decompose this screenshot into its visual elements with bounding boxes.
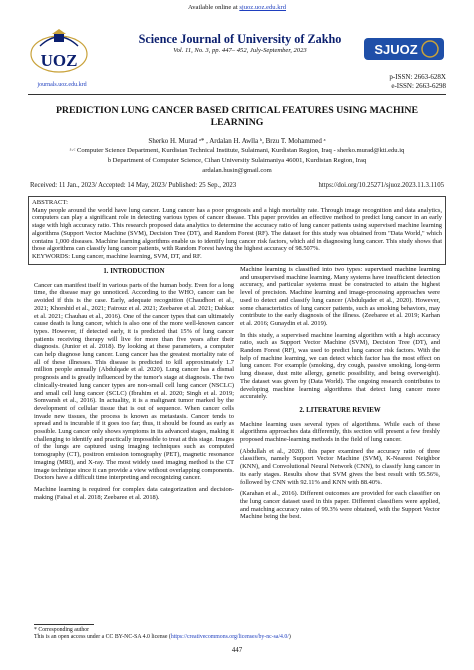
paper-title-line-1: PREDICTION LUNG CANCER BASED CRITICAL FEATURES USING MACHINE bbox=[55, 105, 419, 116]
paper-title-line-2: LEARNING bbox=[210, 116, 264, 128]
author-list: Sherko H. Murad ᵃ* , Ardalan H. Awlla ᵇ, Brzu T. Mohammed ᵃ bbox=[148, 137, 326, 145]
journal-site-link[interactable]: sjuoz.uoz.edu.krd bbox=[239, 4, 287, 11]
header-divider bbox=[28, 94, 446, 95]
right-paragraph-1: Machine learning is classified into two types: supervised machine learning and unsupervised machine learning. Many systems have insufficient detection accuracy, and particular systems must be constructed to attain the highest level of precision. Machine learning and image-processing approaches were used to detect and classify lung cancer (Abdulqader et al., 2020). However, some characteristics of lung cancer patients, such as smoking behaviors, may contribute to the early diagnosis of the illness. (Zeebaree et al. 2019; Karhan et al. 2016; Gunaydin et al. 2019). bbox=[240, 266, 440, 327]
left-column bbox=[34, 268, 234, 505]
abstract-text: Many people around the world have lung cancer. Lung cancer has a poor prognosis and a high mortality rate. Through image recognition and data analytics, computers can play a significant role in detecting various types of cancer disease. This paper provides an effective method to predict lung cancer in an early stage with high accuracy ratio. This research proposed data analytics to determine the accuracy ratio of lung cancer patients using supervised machine learning algorithms (Support Vector Machine (SVM), Decision Tree (DT), and Random Forest (RF). The dataset for this study was obtained from "Data World," which contains 1,000 diseases. Machine learning algorithms enable us to identify lung cancer risk factors, which aid in diagnosing lung cancer. This study shows that those algorithms can classify lung cancer patients, with Random Forest having the highest accuracy of 98.507%. bbox=[32, 206, 442, 253]
introduction-paragraph-2: Machine learning is required for complex data categorization and decision-making (Faisal et al. 2018; Zeebaree et al. 2018). bbox=[34, 485, 234, 501]
journal-name: Science Journal of University of Zakho bbox=[138, 32, 342, 46]
sjuoz-logo bbox=[362, 34, 446, 64]
right-paragraph-2: In this study, a supervised machine learning algorithm with a high accuracy ratio, such as Support Vector Machine (SVM), Decision Tree (DT), and Random Forest (RF), was used to predict lung cancer risk factors. With the help of machine learning, we can detect which factor has the most effect on lung cancer. For example (smoking, dry cough, passive smoking, long-term lung disease, dust mite allergy, genetic possibility, and being overweight). The dataset was given by (Data World). The ongoing research contributes to developing machine learning algorithms that detect lung cancer more accurately. bbox=[240, 331, 440, 401]
dates-text: Received: 11 Jan., 2023/ Accepted: 14 May, 2023/ Published: 25 Sep., 2023 bbox=[30, 182, 237, 189]
introduction-heading: 1. INTRODUCTION bbox=[103, 268, 165, 275]
journal-volume-info: Vol. 11, No. 3, pp. 447– 452, July-September, 2023 bbox=[173, 47, 307, 54]
license-link[interactable]: https://creativecommons.org/licenses/by-nc-sa/4.0/ bbox=[170, 634, 289, 640]
availability-prefix: Available online at bbox=[187, 4, 240, 11]
electronic-issn: e-ISSN: 2663-6298 bbox=[391, 82, 446, 90]
literature-review-heading: 2. LITERATURE REVIEW bbox=[299, 406, 381, 414]
doi-link[interactable]: https://doi.org/10.25271/sjuoz.2023.11.3.1105 bbox=[318, 182, 444, 189]
literature-paragraph-2: (Abdullah et al., 2020). this paper examined the accuracy ratio of three classifiers, namely Support Vector Machine (SVM), K-Nearest Neighbor (KNN), and Convolutional Neural Network (CNN), to classify lung cancer in its early stages. Results show that SVM gives the best result with 95.56%, followed by CNN with 92.11% and KNN with 88.40%. bbox=[240, 447, 440, 486]
affiliation-b: b Department of Computer Science, Cihan University Sulaimaniya 46001, Kurdistan Region, Iraq bbox=[107, 157, 367, 164]
sjuoz-logo-text: SJUOZ bbox=[374, 42, 418, 57]
affiliation-email[interactable]: ardalan.husin@gmail.com bbox=[202, 167, 272, 174]
abstract-heading: ABSTRACT: bbox=[32, 199, 68, 206]
affiliation-a: ᵃ·ᶜ Computer Science Department, Kurdistan Technical Institute, Sulaimani, Kurdistan Region, Iraq - sherko.murad@kti.edu.iq bbox=[69, 147, 405, 154]
publication-dates bbox=[30, 182, 444, 189]
literature-paragraph-3: (Karahan et al., 2016). Different outcomes are provided for each classifier on the lung cancer dataset used in this paper. Different classifiers were applied, and matching accuracy rates of 99.3% were obtained, with the Support Vector Machine being the best. bbox=[240, 490, 440, 521]
abstract-box bbox=[28, 196, 446, 265]
footnote-divider bbox=[34, 624, 94, 625]
paper-title bbox=[30, 105, 444, 128]
keywords: KEYWORDS: Lung cancer, machine learning, SVM, DT, and RF. bbox=[32, 252, 202, 260]
page-number: 447 bbox=[231, 646, 243, 654]
uoz-journals-url[interactable]: journals.uoz.edu.krd bbox=[37, 82, 87, 88]
uoz-logo-text: UOZ bbox=[40, 51, 78, 70]
license-suffix: ) bbox=[288, 634, 291, 640]
license-prefix: This is an open access under a CC BY-NC-SA 4.0 license ( bbox=[34, 634, 171, 640]
introduction-paragraph-1: Cancer can manifest itself in various parts of the human body. Even for a long time, the disease may go unnoticed. According to the WHO, cancer can be avoided if this is the case. Early, adequate recognition (Chaudhori et al., 2021; Khorshid et al., 2021; Fairouz et al. 2021; Zeebaree et al. 2021; Dabkaz et al. 2021; Chauhau et al., 2016). One of the cancer types that can ultimately cause death is lung cancer, which is also one of the more well-known cancer types. However, if detected early, it is predicted that 15% of lung cancer patients receiving therapy will live for more than five years after their diagnosis. (Junior et al. 2018). By looking at these parameters, a computer can help diagnose lung cancer. Lung cancer has the greatest mortality rate of all of these illnesses. This disease is predicted to kill approximately 1.7 million people annually (Abdulqade et al. 2020). Lung cancer has a dismal prognosis and is greatly influenced by the tumor's stage at diagnosis. The two clinically-treated lung cancer types are non-small cell lung cancer (NSCLC) and small cell lung cancer (SCLC) (Ibrahim et al. 2020; Singh et al. 2019; Somvansh et al., 2016). In actuality, it is a malignant tumor marked by the development of cellular tissue that is out of sequence. When cancer cells invade new tissues, the process is known as metastasis. Cancer tends to spread and is incurable if it goes too far; thus, it should be found as early as possible. Lung cancer only shows symptoms in its advanced stages, making it challenging to identify and practically impossible to treat at this stage. Images of the lungs are captured using imaging techniques such as computed tomography (CT), positron emission tomography (PET), magnetic resonance imaging (MRI), and X-ray. The most widely used imaging method is the CT image technique since it can provide a view without overlapping components. Doctors have a difficult time interpreting and recognizing cancer. bbox=[34, 281, 234, 482]
availability-line bbox=[0, 4, 474, 11]
uoz-logo bbox=[26, 24, 92, 86]
right-column bbox=[240, 266, 440, 525]
literature-paragraph-1: Machine learning uses several types of algorithms. While each of these algorithms approaches data differently, this section will present a few freshly proposed machine-learning methods in the field of lung cancer. bbox=[240, 420, 440, 444]
license-note bbox=[34, 634, 291, 641]
print-issn: p-ISSN: 2663-628X bbox=[389, 73, 446, 81]
corresponding-author-note: * Corresponding author bbox=[34, 627, 90, 633]
